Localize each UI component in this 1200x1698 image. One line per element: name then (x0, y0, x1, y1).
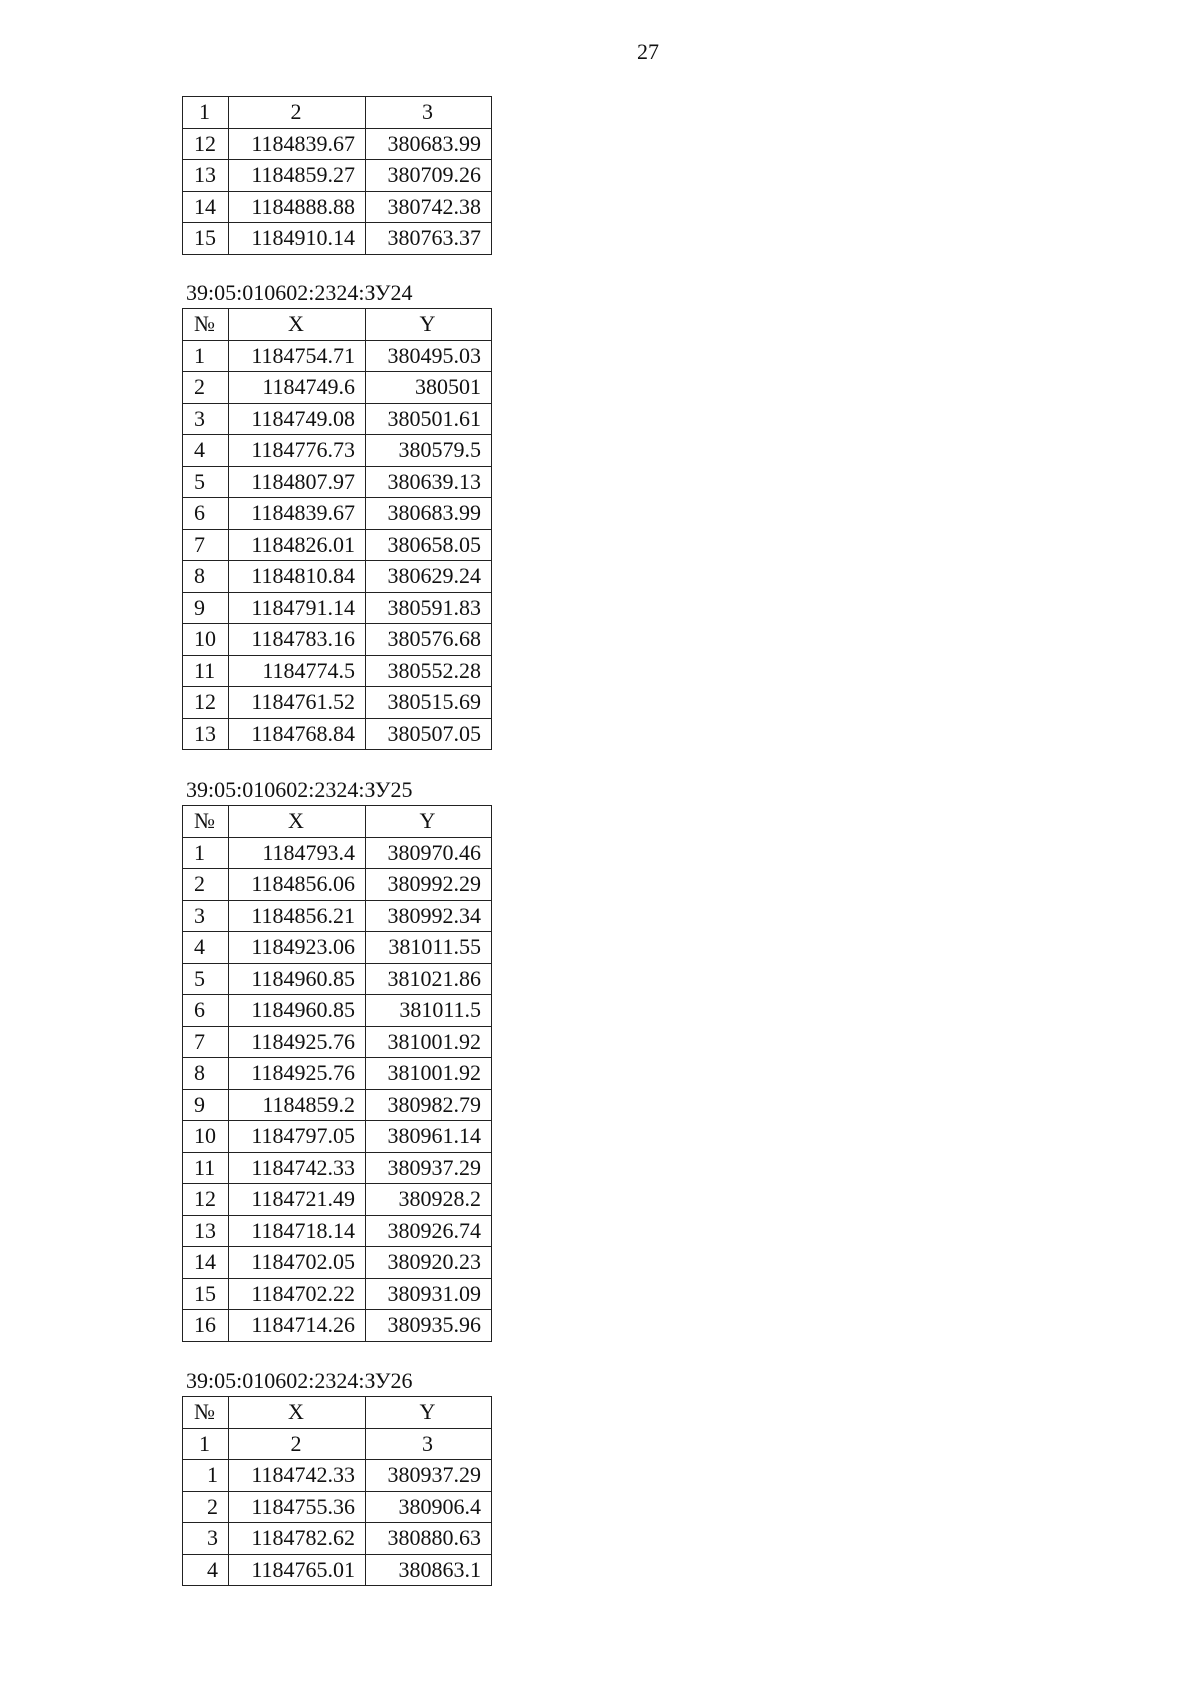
y-coordinate-cell: 380591.83 (366, 592, 492, 624)
table-row (183, 403, 492, 435)
y-coordinate-cell: 380931.09 (366, 1278, 492, 1310)
column-header-number: № (183, 1397, 229, 1429)
x-coordinate-cell: 1184782.62 (229, 1523, 366, 1555)
point-number-cell: 13 (183, 718, 229, 750)
point-number-cell: 12 (183, 687, 229, 719)
table-row (183, 1215, 492, 1247)
table-row (183, 561, 492, 593)
table-row (183, 372, 492, 404)
y-coordinate-cell: 380992.29 (366, 869, 492, 901)
x-coordinate-cell: 1184925.76 (229, 1058, 366, 1090)
zu26-table (182, 1396, 492, 1586)
table-row (183, 191, 492, 223)
column-header-x: X (229, 309, 366, 341)
continuation-block (182, 96, 492, 255)
x-coordinate-cell: 1184810.84 (229, 561, 366, 593)
y-coordinate-cell: 380937.29 (366, 1152, 492, 1184)
continuation-index-row (183, 97, 492, 129)
point-number-cell: 9 (183, 1089, 229, 1121)
y-coordinate-cell: 381001.92 (366, 1058, 492, 1090)
x-coordinate-cell: 1184702.05 (229, 1247, 366, 1279)
table-row (183, 1278, 492, 1310)
x-coordinate-cell: 1184774.5 (229, 655, 366, 687)
point-number-cell: 2 (183, 372, 229, 404)
x-coordinate-cell: 1184749.08 (229, 403, 366, 435)
y-coordinate-cell: 380906.4 (366, 1491, 492, 1523)
point-number-cell: 8 (183, 1058, 229, 1090)
y-coordinate-cell: 380961.14 (366, 1121, 492, 1153)
y-coordinate-cell: 380683.99 (366, 498, 492, 530)
index-cell: 3 (366, 1428, 492, 1460)
y-coordinate-cell: 380658.05 (366, 529, 492, 561)
point-number-cell: 3 (183, 900, 229, 932)
table-row (183, 1247, 492, 1279)
point-number-cell: 6 (183, 995, 229, 1027)
point-number-cell: 10 (183, 1121, 229, 1153)
x-coordinate-cell: 1184793.4 (229, 837, 366, 869)
table-row (183, 995, 492, 1027)
point-number-cell: 4 (183, 1554, 229, 1586)
table-row (183, 1121, 492, 1153)
point-number-cell: 15 (183, 1278, 229, 1310)
zu24-header-row (183, 309, 492, 341)
table-row (183, 340, 492, 372)
zu24-title: 39:05:010602:2324:ЗУ24 (186, 280, 413, 305)
point-number-cell: 3 (183, 1523, 229, 1555)
table-row (183, 1523, 492, 1555)
table-row (183, 932, 492, 964)
table-row (183, 718, 492, 750)
point-number-cell: 14 (183, 191, 229, 223)
table-row (183, 466, 492, 498)
y-coordinate-cell: 380683.99 (366, 128, 492, 160)
column-header-number: № (183, 309, 229, 341)
point-number-cell: 1 (183, 837, 229, 869)
table-row (183, 160, 492, 192)
table-row (183, 1089, 492, 1121)
x-coordinate-cell: 1184925.76 (229, 1026, 366, 1058)
zu26-header-row (183, 1397, 492, 1429)
x-coordinate-cell: 1184910.14 (229, 223, 366, 255)
point-number-cell: 16 (183, 1310, 229, 1342)
y-coordinate-cell: 380629.24 (366, 561, 492, 593)
table-row (183, 900, 492, 932)
point-number-cell: 4 (183, 932, 229, 964)
table-row (183, 655, 492, 687)
y-coordinate-cell: 380501 (366, 372, 492, 404)
table-row (183, 529, 492, 561)
y-coordinate-cell: 380742.38 (366, 191, 492, 223)
point-number-cell: 9 (183, 592, 229, 624)
zu26-index-row (183, 1428, 492, 1460)
table-row (183, 963, 492, 995)
x-coordinate-cell: 1184702.22 (229, 1278, 366, 1310)
x-coordinate-cell: 1184960.85 (229, 995, 366, 1027)
table-row (183, 1026, 492, 1058)
index-cell: 1 (183, 97, 229, 129)
point-number-cell: 11 (183, 1152, 229, 1184)
x-coordinate-cell: 1184923.06 (229, 932, 366, 964)
x-coordinate-cell: 1184761.52 (229, 687, 366, 719)
x-coordinate-cell: 1184839.67 (229, 128, 366, 160)
x-coordinate-cell: 1184714.26 (229, 1310, 366, 1342)
x-coordinate-cell: 1184856.06 (229, 869, 366, 901)
x-coordinate-cell: 1184797.05 (229, 1121, 366, 1153)
point-number-cell: 11 (183, 655, 229, 687)
table-row (183, 687, 492, 719)
point-number-cell: 4 (183, 435, 229, 467)
y-coordinate-cell: 380515.69 (366, 687, 492, 719)
y-coordinate-cell: 381001.92 (366, 1026, 492, 1058)
y-coordinate-cell: 380935.96 (366, 1310, 492, 1342)
point-number-cell: 13 (183, 160, 229, 192)
x-coordinate-cell: 1184765.01 (229, 1554, 366, 1586)
y-coordinate-cell: 381021.86 (366, 963, 492, 995)
index-cell: 1 (183, 1428, 229, 1460)
table-row (183, 1058, 492, 1090)
table-row (183, 1491, 492, 1523)
zu25-title: 39:05:010602:2324:ЗУ25 (186, 777, 413, 802)
point-number-cell: 2 (183, 869, 229, 901)
point-number-cell: 1 (183, 340, 229, 372)
x-coordinate-cell: 1184839.67 (229, 498, 366, 530)
x-coordinate-cell: 1184859.27 (229, 160, 366, 192)
x-coordinate-cell: 1184749.6 (229, 372, 366, 404)
continuation-table (182, 96, 492, 255)
zu24-block (182, 280, 492, 750)
point-number-cell: 14 (183, 1247, 229, 1279)
point-number-cell: 3 (183, 403, 229, 435)
y-coordinate-cell: 380920.23 (366, 1247, 492, 1279)
zu25-block (182, 777, 492, 1342)
page-number: 27 (637, 39, 659, 64)
x-coordinate-cell: 1184856.21 (229, 900, 366, 932)
point-number-cell: 5 (183, 466, 229, 498)
y-coordinate-cell: 380928.2 (366, 1184, 492, 1216)
y-coordinate-cell: 381011.55 (366, 932, 492, 964)
x-coordinate-cell: 1184791.14 (229, 592, 366, 624)
y-coordinate-cell: 380863.1 (366, 1554, 492, 1586)
column-header-y: Y (366, 806, 492, 838)
zu26-title: 39:05:010602:2324:ЗУ26 (186, 1368, 413, 1393)
column-header-number: № (183, 806, 229, 838)
x-coordinate-cell: 1184754.71 (229, 340, 366, 372)
point-number-cell: 7 (183, 1026, 229, 1058)
table-row (183, 1460, 492, 1492)
point-number-cell: 10 (183, 624, 229, 656)
table-row (183, 1310, 492, 1342)
x-coordinate-cell: 1184721.49 (229, 1184, 366, 1216)
zu25-header-row (183, 806, 492, 838)
y-coordinate-cell: 380552.28 (366, 655, 492, 687)
y-coordinate-cell: 380982.79 (366, 1089, 492, 1121)
point-number-cell: 13 (183, 1215, 229, 1247)
column-header-x: X (229, 1397, 366, 1429)
point-number-cell: 8 (183, 561, 229, 593)
y-coordinate-cell: 380880.63 (366, 1523, 492, 1555)
y-coordinate-cell: 380579.5 (366, 435, 492, 467)
x-coordinate-cell: 1184742.33 (229, 1152, 366, 1184)
y-coordinate-cell: 381011.5 (366, 995, 492, 1027)
x-coordinate-cell: 1184742.33 (229, 1460, 366, 1492)
column-header-y: Y (366, 309, 492, 341)
point-number-cell: 7 (183, 529, 229, 561)
column-header-y: Y (366, 1397, 492, 1429)
index-cell: 2 (229, 97, 366, 129)
y-coordinate-cell: 380970.46 (366, 837, 492, 869)
x-coordinate-cell: 1184826.01 (229, 529, 366, 561)
zu25-table (182, 805, 492, 1342)
point-number-cell: 5 (183, 963, 229, 995)
y-coordinate-cell: 380763.37 (366, 223, 492, 255)
x-coordinate-cell: 1184718.14 (229, 1215, 366, 1247)
x-coordinate-cell: 1184768.84 (229, 718, 366, 750)
table-row (183, 592, 492, 624)
zu24-table (182, 308, 492, 750)
table-row (183, 435, 492, 467)
point-number-cell: 1 (183, 1460, 229, 1492)
table-row (183, 869, 492, 901)
x-coordinate-cell: 1184807.97 (229, 466, 366, 498)
x-coordinate-cell: 1184888.88 (229, 191, 366, 223)
y-coordinate-cell: 380507.05 (366, 718, 492, 750)
column-header-x: X (229, 806, 366, 838)
y-coordinate-cell: 380501.61 (366, 403, 492, 435)
point-number-cell: 12 (183, 1184, 229, 1216)
y-coordinate-cell: 380576.68 (366, 624, 492, 656)
point-number-cell: 15 (183, 223, 229, 255)
point-number-cell: 6 (183, 498, 229, 530)
y-coordinate-cell: 380495.03 (366, 340, 492, 372)
y-coordinate-cell: 380937.29 (366, 1460, 492, 1492)
point-number-cell: 2 (183, 1491, 229, 1523)
x-coordinate-cell: 1184859.2 (229, 1089, 366, 1121)
table-row (183, 624, 492, 656)
x-coordinate-cell: 1184755.36 (229, 1491, 366, 1523)
table-row (183, 1554, 492, 1586)
zu26-block (182, 1368, 492, 1586)
y-coordinate-cell: 380992.34 (366, 900, 492, 932)
table-row (183, 128, 492, 160)
table-row (183, 223, 492, 255)
point-number-cell: 12 (183, 128, 229, 160)
y-coordinate-cell: 380709.26 (366, 160, 492, 192)
x-coordinate-cell: 1184776.73 (229, 435, 366, 467)
x-coordinate-cell: 1184783.16 (229, 624, 366, 656)
table-row (183, 1152, 492, 1184)
index-cell: 3 (366, 97, 492, 129)
index-cell: 2 (229, 1428, 366, 1460)
y-coordinate-cell: 380639.13 (366, 466, 492, 498)
table-row (183, 1184, 492, 1216)
table-row (183, 498, 492, 530)
y-coordinate-cell: 380926.74 (366, 1215, 492, 1247)
table-row (183, 837, 492, 869)
x-coordinate-cell: 1184960.85 (229, 963, 366, 995)
